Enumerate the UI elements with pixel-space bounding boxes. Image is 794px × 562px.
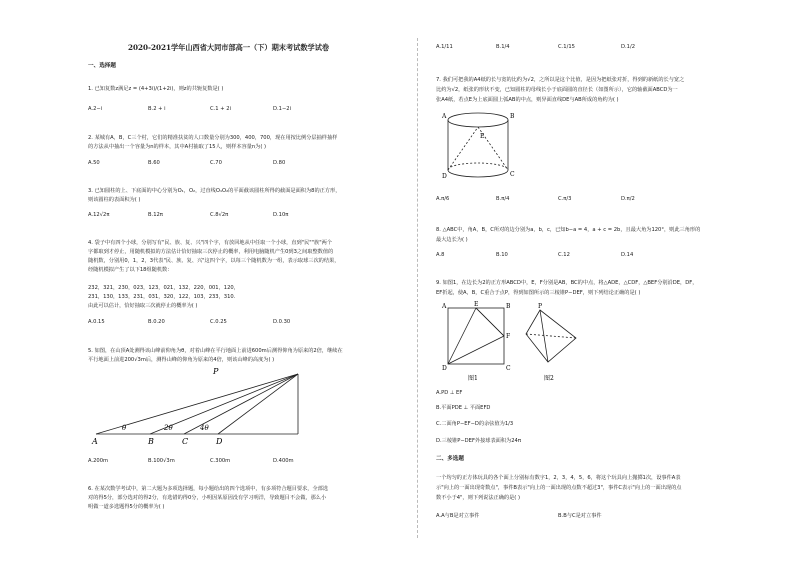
q6-option-c[interactable]: C.1/15 <box>558 44 575 50</box>
question-7-line-3: 张A4纸，若点E为上底面圆上弧AB的中点，则异面直线DE与AB所成的角约为( ) <box>436 97 619 103</box>
q1-option-b[interactable]: B.2 + i <box>148 106 166 112</box>
q8-option-a[interactable]: A.8 <box>436 252 445 258</box>
question-6-line-3: 明做一道多选题得5分的概率为( ) <box>88 504 165 510</box>
right-column <box>436 0 766 562</box>
q9-fig1-caption: 图1 <box>468 375 478 382</box>
q2-option-c[interactable]: C.70 <box>210 160 222 166</box>
q7-option-a[interactable]: A.π/6 <box>436 196 450 202</box>
question-3-line-1: 3. 已知圆柱的上、下底面的中心分别为O₁，O₂，过直线O₁O₂的平面截该圆柱所得的截面是面积为8的正方形， <box>88 188 341 194</box>
question-7-line-2: 比约为√2，纸张的形状不变，已知圆柱的母线长小于底面圆的直径长（如图所示），它的轴截面ABCD为一 <box>436 87 678 93</box>
q7-label-d: D <box>442 173 447 180</box>
q9-label-d: D <box>442 365 447 372</box>
q9-option-c[interactable]: C.二面角P−EF−D的余弦值为1/3 <box>436 421 514 427</box>
q4-option-c[interactable]: C.0.25 <box>210 319 227 325</box>
question-4-line-2: 字都取到才停止，用随机模拟的方法估计恰好抽取三次停止的概率，利用电脑随机产生0到3之间取整数值的 <box>88 249 334 255</box>
question-6-line-1: 6. 在某次数学考试中，第二大题为多项选择题，每小题给出的四个选项中，有多项符合题目要求，全部选 <box>88 486 329 492</box>
q3-option-a[interactable]: A.12√2π <box>88 212 110 218</box>
q5-label-p: P <box>213 367 219 376</box>
q5-option-a[interactable]: A.200m <box>88 458 109 464</box>
q2-option-a[interactable]: A.50 <box>88 160 100 166</box>
q10-option-b[interactable]: B.B与C是对立事件 <box>558 513 602 519</box>
question-4-line-3: 随机数，分别用0，1，2，3代表"民、族、复、兴"这四个字，以每三个随机数为一组，表示取球三次的结果， <box>88 258 340 264</box>
q7-option-c[interactable]: C.π/3 <box>558 196 572 202</box>
q5-label-b: B <box>148 437 154 446</box>
question-7-line-1: 7. 我们可把我的A4纸的长与宽的比约为√2，之所以是这个比值，是因为把纸张对折，得到的新纸的长与宽之 <box>436 77 685 83</box>
q7-option-d[interactable]: D.π/2 <box>621 196 635 202</box>
page-title: 2020-2021学年山西省大同市部高一（下）期末考试数学试卷 <box>128 43 330 52</box>
question-1-text: 1. 已知复数z满足z = (4+3i)/(1+2i)，则z的共轭复数是( ) <box>88 86 224 92</box>
q5-angle-4theta: 4θ <box>200 424 209 432</box>
question-8-line-2: 最大边长为( ) <box>436 237 468 243</box>
question-8-line-1: 8. △ABC中，角A，B，C所对的边分别为a，b，c，已知b−a = 4，a + c = 2b，且最大角为120°，则此三角形的 <box>436 227 701 233</box>
q1-option-a[interactable]: A.2−i <box>88 106 103 112</box>
q3-option-b[interactable]: B.12π <box>148 212 163 218</box>
q7-option-b[interactable]: B.π/4 <box>496 196 510 202</box>
q9-label-a: A <box>442 303 447 310</box>
question-2-line-1: 2. 某城有A，B，C三个村，它们的精准扶贫的人口数量分别为300，400，700，现在用按比例分层抽样抽样 <box>88 135 338 141</box>
q6-option-a[interactable]: A.1/11 <box>436 44 453 50</box>
q9-figures <box>440 300 590 384</box>
q4-option-a[interactable]: A.0.15 <box>88 319 105 325</box>
q9-label-e: E <box>474 301 479 308</box>
q9-fig2-caption: 图2 <box>544 375 554 382</box>
column-divider <box>417 38 418 538</box>
q5-option-c[interactable]: C.300m <box>210 458 231 464</box>
q3-option-d[interactable]: D.10π <box>273 212 289 218</box>
q7-label-a: A <box>442 113 447 120</box>
q3-option-c[interactable]: C.8√2π <box>210 212 229 218</box>
q5-angle-theta: θ <box>122 424 127 432</box>
q1-option-c[interactable]: C.1 + 2i <box>210 106 231 112</box>
q9-label-c: C <box>506 365 511 372</box>
q7-label-b: B <box>510 113 515 120</box>
q5-label-a: A <box>92 437 98 446</box>
question-4-line-5: 232，321，230，023，123，021，132，220，001，120， <box>88 285 239 291</box>
q8-option-b[interactable]: B.10 <box>496 252 508 258</box>
question-10-line-2: 示"向上的一面出现奇数点"，事件B表示"向上的一面出现的点数不超过3"，事件C表示"向上的一面出现的点 <box>436 485 682 491</box>
q7-label-c: C <box>510 171 515 178</box>
question-3-line-2: 则该圆柱的表面积为( ) <box>88 197 141 203</box>
question-5-line-2: 平行地面上前进200√3m后，测得山峰的仰角为原来的4倍，则该山峰的高度为( ) <box>88 357 275 363</box>
q2-option-d[interactable]: D.80 <box>273 160 286 166</box>
question-5-line-1: 5. 如图，在山顶A处测得该山峰前仰角为θ，对着山峰在平行地面上前进600m后测得仰角为原来的2倍，继续在 <box>88 348 343 354</box>
q1-option-d[interactable]: D.1−2i <box>273 106 292 112</box>
question-10-line-3: 数不小于4"，则下列说法正确的是( ) <box>436 495 521 501</box>
q5-label-c: C <box>182 437 189 446</box>
q9-option-a[interactable]: A.PD ⊥ EF <box>436 390 463 396</box>
section-heading-choice: 一、选择题 <box>88 63 116 69</box>
q6-option-b[interactable]: B.1/4 <box>496 44 510 50</box>
q5-label-d: D <box>216 437 223 446</box>
question-2-line-2: 的方法从中抽出一个容量为n的样本，其中A村抽取了15人，则样本容量n为( ) <box>88 144 267 150</box>
q5-option-d[interactable]: D.400m <box>273 458 294 464</box>
question-10-line-1: 一个均匀的正方体玩具的各个面上分别标有数字1，2，3，4，5，6，将这个玩具向上抛掷1次，设事件A表 <box>436 475 681 481</box>
left-column <box>88 0 398 562</box>
question-4-line-1: 4. 袋子中有四个小球，分别写有"民、族、复、兴"四个字，有放回地从中任取一个小球，直到"民""族"两个 <box>88 240 332 246</box>
q6-option-d[interactable]: D.1/2 <box>621 44 635 50</box>
question-4-line-4: 经随机模拟产生了以下18组随机数： <box>88 267 173 273</box>
q7-label-e: E <box>480 133 485 140</box>
q9-option-b[interactable]: B.平面PDE ⊥ 平面EFD <box>436 405 491 411</box>
q10-option-a[interactable]: A.A与B是对立事件 <box>436 513 480 519</box>
q7-cylinder-figure <box>440 108 520 184</box>
q9-label-p: P <box>538 303 543 310</box>
q9-label-b: B <box>506 303 511 310</box>
q4-option-b[interactable]: B.0.20 <box>148 319 165 325</box>
question-9-line-1: 9. 如图1，在边长为2的正方形ABCD中，E，F分别是AB，BC的中点，将△ADE，△CDF，△BEF分别沿DE，DF， <box>436 280 698 286</box>
q5-figure <box>88 366 328 446</box>
question-4-line-7: 由此可以估计，恰好抽取三次就停止的概率为( ) <box>88 303 198 309</box>
section-heading-multi: 二、多选题 <box>436 456 464 462</box>
question-9-line-2: EF折起，使A，B，C重合于点P，得到如图所示的三棱锥P−DEF，则下列结论正确的是( ) <box>436 290 641 296</box>
q5-angle-2theta: 2θ <box>164 424 173 432</box>
q8-option-c[interactable]: C.12 <box>558 252 570 258</box>
q4-option-d[interactable]: D.0.30 <box>273 319 291 325</box>
q2-option-b[interactable]: B.60 <box>148 160 160 166</box>
q5-option-b[interactable]: B.100√3m <box>148 458 175 464</box>
question-6-line-2: 对的得5分，部分选对的得2分，有选错的得0分，小明因某原因没有学习明洋，导致题目不会做，那么小 <box>88 495 327 501</box>
q8-option-d[interactable]: D.14 <box>621 252 634 258</box>
q9-option-d[interactable]: D.三棱锥P−DEF外接球表面积为24π <box>436 438 521 444</box>
question-4-line-6: 231，130，133，231，031，320，122，103，233，310. <box>88 294 236 300</box>
q9-label-f: F <box>506 333 511 340</box>
